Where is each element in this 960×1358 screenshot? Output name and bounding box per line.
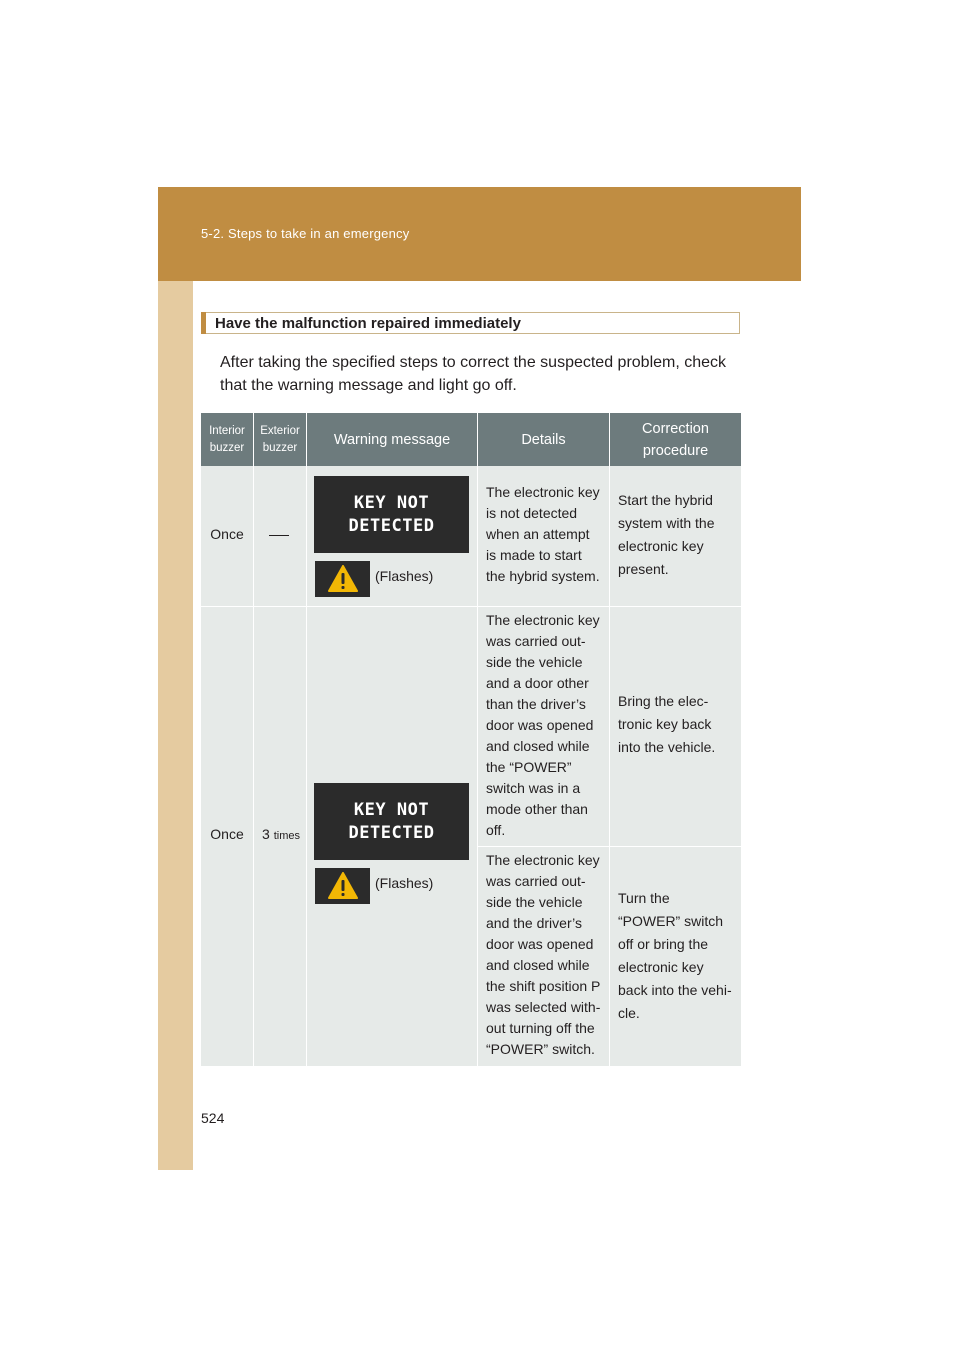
row1-exterior-dash [269, 535, 289, 536]
row2-key-not-detected-display: KEY NOT DETECTED [314, 783, 469, 860]
header-exterior-buzzer: Exterior buzzer [260, 424, 300, 454]
row1-details: The electronic key is not detected when an attempt is made to start the hybrid system. [486, 484, 600, 584]
row2-interior: Once [210, 826, 244, 842]
intro-paragraph: After taking the specified steps to correct the suspected problem, check that the warning message and light go off. [220, 354, 727, 394]
row2-exterior: 3 times [262, 826, 300, 842]
warning-triangle-icon [328, 872, 358, 900]
header-warning-message: Warning message [333, 431, 451, 448]
header-interior-buzzer: Interior buzzer [209, 424, 245, 454]
subheading [201, 312, 740, 334]
row2a-details: The electronic key was carried out- side the vehicle and a door other than the driver’s door was opened and closed while the “POWER” switch was in a mode other than off. [486, 612, 600, 838]
row2-warning-light [315, 868, 370, 904]
row2a-correction: Bring the elec- tronic key back into the vehicle. [618, 693, 716, 755]
row1-flashes-label: (Flashes) [375, 568, 434, 584]
header-details: Details [521, 431, 566, 448]
row1-warning-light [315, 561, 370, 597]
row1-key-not-detected-display: KEY NOT DETECTED [314, 476, 469, 553]
subheading-accent-bar [201, 312, 206, 334]
row1-interior: Once [210, 526, 244, 542]
row1-correction: Start the hybrid system with the electronic key present. [618, 492, 715, 577]
subheading-text: Have the malfunction repaired immediately [215, 315, 521, 332]
row2-flashes-label: (Flashes) [375, 875, 434, 891]
row2b-details: The electronic key was carried out- side the vehicle and the driver’s door was opened and closed while the shift position P was selected with- out turning off the “POWER” switch. [486, 852, 601, 1057]
page-number: 524 [201, 1110, 225, 1126]
header-correction: Correction procedure [642, 420, 709, 459]
row2b-correction: Turn the “POWER” switch off or bring the electronic key back into the vehi- cle. [618, 890, 732, 1021]
section-title: 5-2. Steps to take in an emergency [201, 226, 410, 241]
warning-triangle-icon [328, 565, 358, 593]
side-band [158, 281, 193, 1170]
